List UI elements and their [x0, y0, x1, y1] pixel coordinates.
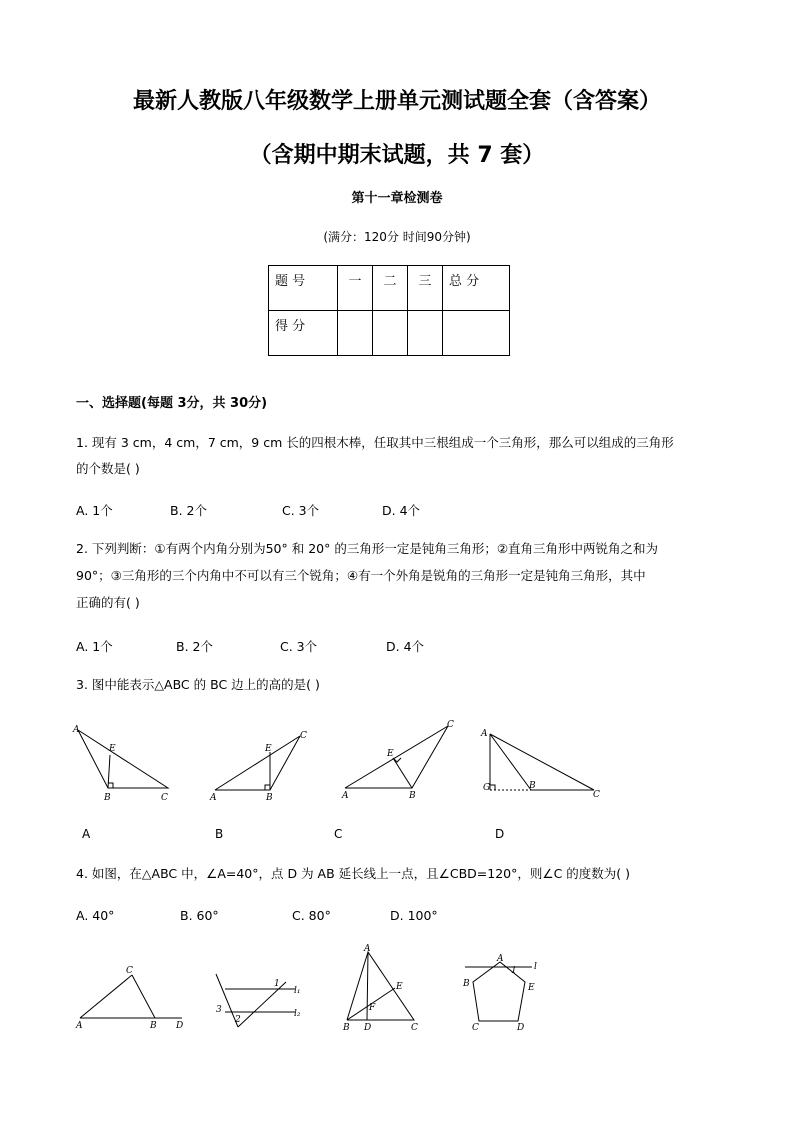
q4-fig1-label-c: C [126, 966, 133, 976]
question-1-line1: 1. 现有 3 cm，4 cm，7 cm，9 cm 长的四根木棒，任取其中三根组成一个三角形，那么可以组成的三角形 [76, 435, 674, 450]
q4-figure-pentagon [465, 962, 532, 1021]
score-cell-part3 [408, 311, 443, 356]
score-cell-total [443, 311, 510, 356]
question-2-line3: 正确的有( ) [76, 595, 140, 610]
fig-c-label-b: B [409, 791, 416, 801]
fig-a-label-c: C [161, 793, 168, 803]
q4-fig2-label-l2: l₂ [294, 1009, 301, 1019]
q1-option-c: C. 3个 [282, 503, 320, 518]
exam-time-info: (满分：120分 时间90分钟) [323, 230, 471, 244]
q4-fig3-label-e: E [396, 982, 403, 992]
section-heading-choice: 一、选择题(每题 3分，共 30分) [76, 396, 268, 411]
q4-figure-altitude-triangle [347, 952, 414, 1020]
q1-option-d: D. 4个 [382, 503, 421, 518]
question-2-line2: 90°；③三角形的三个内角中不可以有三个锐角；④有一个外角是锐角的三角形一定是钝角三角形，其中 [76, 568, 646, 583]
q3-figure-d [490, 734, 594, 790]
q4-fig4-label-b: B [463, 979, 470, 989]
q4-option-b: B. 60° [180, 908, 219, 923]
score-header-total: 总 分 [443, 266, 510, 311]
score-header-part2: 二 [373, 266, 408, 311]
q4-fig3-label-a: A [364, 944, 371, 954]
q3-figure-b [215, 736, 300, 790]
score-header-part1: 一 [338, 266, 373, 311]
question-1-line2: 的个数是( ) [76, 461, 140, 476]
fig-d-label-a: A [481, 729, 488, 739]
q4-fig2-label-3: 3 [216, 1005, 222, 1015]
q4-fig3-label-f: F [369, 1003, 376, 1013]
q4-figure-parallel-lines [216, 974, 295, 1027]
q3-figure-label-a: A [82, 827, 91, 841]
q4-figure-triangle [80, 975, 182, 1018]
document-title-line2: （含期中期末试题，共 7 套） [249, 143, 545, 168]
q1-option-a: A. 1个 [76, 503, 113, 518]
q4-fig4-label-d: D [517, 1023, 525, 1033]
q3-figure-c [345, 726, 448, 788]
question-2-options [76, 636, 424, 655]
q4-option-d: D. 100° [390, 908, 438, 923]
q4-fig1-label-d: D [176, 1021, 184, 1031]
score-cell-part2 [373, 311, 408, 356]
question-3-text: 3. 图中能表示△ABC 的 BC 边上的高的是( ) [76, 677, 320, 692]
q3-figure-label-b: B [215, 827, 224, 841]
fig-d-label-c: C [593, 790, 600, 800]
q2-option-c: C. 3个 [280, 639, 318, 654]
q4-figures [70, 942, 570, 1037]
q1-option-b: B. 2个 [170, 503, 207, 518]
q2-option-d: D. 4个 [386, 639, 425, 654]
q4-fig1-label-b: B [150, 1021, 157, 1031]
question-4-text: 4. 如图，在△ABC 中，∠A=40°，点 D 为 AB 延长线上一点，且∠CBD=120°，则∠C 的度数为( ) [76, 866, 631, 881]
score-header-part3: 三 [408, 266, 443, 311]
q4-fig4-label-l: l [534, 962, 537, 972]
question-2-line1: 2. 下列判断：①有两个内角分别为50° 和 20° 的三角形一定是钝角三角形；②直角三角形中两锐角之和为 [76, 541, 659, 556]
q4-fig3-label-c: C [411, 1023, 418, 1033]
q4-fig2-label-l1: l₁ [294, 986, 301, 996]
fig-d-label-g: G [483, 783, 491, 793]
q4-fig2-label-2: 2 [235, 1015, 241, 1025]
q3-figure-label-d: D [495, 827, 505, 841]
score-cell-part1 [338, 311, 373, 356]
question-1-options [76, 500, 420, 519]
fig-a-label-b: B [104, 793, 111, 803]
fig-c-label-e: E [387, 749, 394, 759]
fig-b-label-e: E [265, 744, 272, 754]
q4-option-c: C. 80° [292, 908, 331, 923]
q4-option-a: A. 40° [76, 908, 115, 923]
q4-fig1-label-a: A [76, 1021, 83, 1031]
fig-b-label-a: A [210, 793, 217, 803]
q4-fig3-label-d: D [364, 1023, 372, 1033]
q4-fig4-label-1: 1 [511, 966, 517, 976]
fig-b-label-b: B [266, 793, 273, 803]
chapter-title: 第十一章检测卷 [351, 191, 443, 206]
score-row-label: 得 分 [269, 311, 338, 356]
q4-fig3-label-b: B [343, 1023, 350, 1033]
q3-figure-a [78, 730, 168, 788]
q2-option-b: B. 2个 [176, 639, 213, 654]
fig-d-label-b: B [529, 781, 536, 791]
fig-a-label-a: A [73, 725, 80, 735]
q4-fig4-label-a: A [497, 954, 504, 964]
q3-figure-label-c: C [334, 827, 343, 841]
question-4-options [76, 905, 438, 924]
document-title-line1: 最新人教版八年级数学上册单元测试题全套（含答案） [132, 89, 661, 114]
fig-a-label-e: E [109, 744, 116, 754]
q4-fig2-label-1: 1 [274, 979, 280, 989]
score-header-label: 题 号 [269, 266, 338, 311]
score-table [268, 265, 510, 356]
fig-c-label-c: C [447, 720, 454, 730]
q3-figures [60, 718, 660, 808]
q4-fig4-label-c: C [472, 1023, 479, 1033]
q2-option-a: A. 1个 [76, 639, 113, 654]
q4-fig4-label-e: E [528, 983, 535, 993]
fig-b-label-c: C [300, 731, 307, 741]
fig-c-label-a: A [342, 791, 349, 801]
